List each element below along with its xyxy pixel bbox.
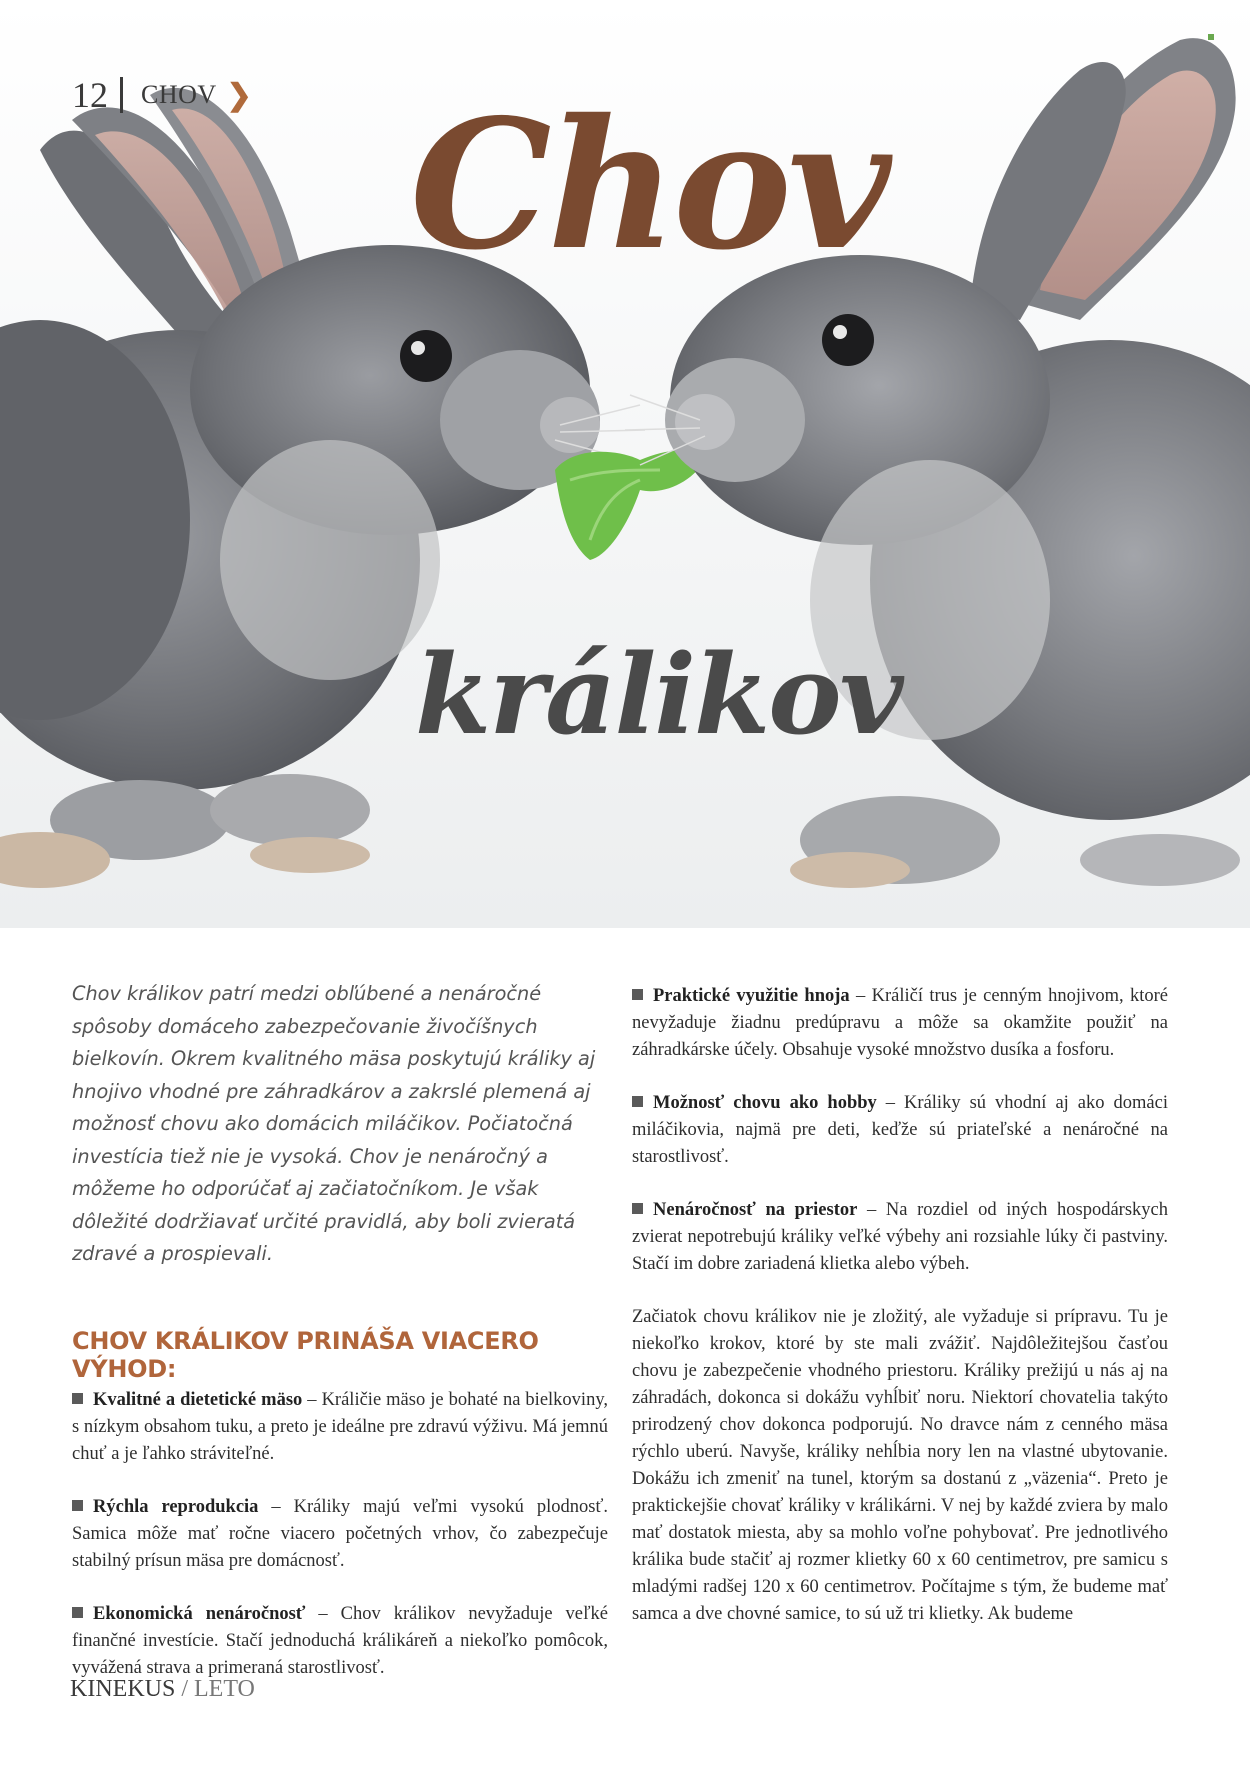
left-column xyxy=(72,978,608,1708)
advantage-item xyxy=(72,1601,608,1682)
square-bullet-icon xyxy=(72,1393,83,1404)
intro-paragraph: Chov králikov patrí medzi obľúbené a nenáročné spôsoby domáceho zabezpečovanie živočíšnych bielkovín. Okrem kvalitného mäsa poskytujú králiky aj hnojivo vhodné pre záhradkárov a zakrslé plemená aj možnosť chovu ako domácich miláčikov. Počiatočná investícia tiež nie je vysoká. Chov je nenáročný a môžeme ho odporúčať aj začiatočníkom. Je však dôležité dodržiavať určité pravidlá, aby boli zvieratá zdravé a prospievali. xyxy=(72,982,596,1265)
footer-separator: / xyxy=(175,1676,194,1702)
advantage-text: – Králiky majú veľmi vysokú plodnosť. Samica môže mať ročne viacero početných vrhov, čo zabezpečuje stabilný prísun mäsa pre domácnosť. xyxy=(72,1496,608,1571)
advantage-text: – Králiky sú vhodní aj ako domáci miláčikovia, najmä pre deti, keďže sú priateľské a nenáročné na starostlivosť. xyxy=(632,1093,1168,1167)
page-number: 12 xyxy=(72,75,108,115)
advantage-item xyxy=(632,1090,1168,1171)
advantage-item xyxy=(72,1494,608,1575)
footer-brand: KINEKUS xyxy=(70,1676,176,1702)
advantage-text: – Králičí trus je cenným hnojivom, ktoré nevyžaduje žiadnu predúpravu a môže sa okamžite použiť na záhradkárske účely. Obsahuje vysoké množstvo dusíka a fosforu. xyxy=(632,986,1168,1060)
advantage-text: – Králičie mäso je bohaté na bielkoviny, s nízkym obsahom tuku, a preto je ideálne pre zdravú výživu. Má jemnú chuť a je ľahko stráviteľné. xyxy=(72,1389,608,1464)
advantage-title: Ekonomická nenáročnosť xyxy=(93,1603,306,1624)
footer-season: LETO xyxy=(194,1676,255,1702)
advantage-title: Rýchla reprodukcia xyxy=(93,1496,259,1517)
section-label: CHOV xyxy=(141,80,217,109)
title-line-1: Chov xyxy=(410,80,888,289)
square-bullet-icon xyxy=(632,989,643,1000)
square-bullet-icon xyxy=(72,1607,83,1618)
body-paragraph: Začiatok chovu králikov nie je zložitý, ale vyžaduje si prípravu. Tu je niekoľko krokov, ktoré by ste mali zvážiť. Najdôležitejšou časťou chovu je zabezpečenie vhodného priestoru. Králiky prežijú u nás aj na záhradách, dokonca si dokážu vyhĺbiť noru. Niektorí chovatelia takýto prirodzený chov dokonca podporujú. No dravce nám z cenného mäsa rýchlo uberú. Navyše, králiky nehĺbia nory len na vlastné ubytovanie. Dokážu ich zmeniť na tunel, ktorým sa dostanú z „väzenia“. Preto je praktickejšie chovať králiky v králikárni. V nej by každé zviera by malo mať dostatok miesta, aby sa mohlo voľne pohybovať. Pre jednotlivého králika bude stačiť aj rozmer klietky 60 x 60 centimetrov, pre samicu s mladými radšej 120 x 60 centimetrov. Počítajme s tým, že budeme mať samca a dve chovné samice, to sú už tri klietky. Ak budeme xyxy=(632,1307,1168,1624)
right-column xyxy=(632,983,1168,1628)
page-footer xyxy=(70,1676,255,1703)
advantage-title: Možnosť chovu ako hobby xyxy=(653,1093,877,1113)
advantage-text: – Chov králikov nevyžaduje veľké finančné investície. Stačí jednoduchá králikáreň a niekoľko pomôcok, vyvážená strava a primeraná starostlivosť. xyxy=(72,1603,608,1678)
advantage-item xyxy=(72,1387,608,1468)
title-line-2: králikov xyxy=(415,630,902,759)
square-bullet-icon xyxy=(632,1203,643,1214)
square-bullet-icon xyxy=(632,1096,643,1107)
advantage-title: Nenáročnosť na priestor xyxy=(653,1200,858,1220)
advantage-item xyxy=(632,1197,1168,1278)
corner-mark xyxy=(1208,34,1214,40)
advantages-heading: CHOV KRÁLIKOV PRINÁŠA VIACERO VÝHOD: xyxy=(72,1326,539,1383)
square-bullet-icon xyxy=(72,1500,83,1511)
page-header xyxy=(72,74,252,116)
advantage-title: Kvalitné a dietetické mäso xyxy=(93,1389,303,1410)
header-divider xyxy=(120,77,123,113)
advantage-text: – Na rozdiel od iných hospodárskych zvierat nepotrebujú králiky veľké výbehy ani rozsiahle lúky či pastviny. Stačí im dobre zariadená klietka alebo výbeh. xyxy=(632,1200,1168,1274)
advantage-title: Praktické využitie hnoja xyxy=(653,986,850,1006)
chevron-right-icon: ❯ xyxy=(226,78,252,112)
advantage-item xyxy=(632,983,1168,1064)
